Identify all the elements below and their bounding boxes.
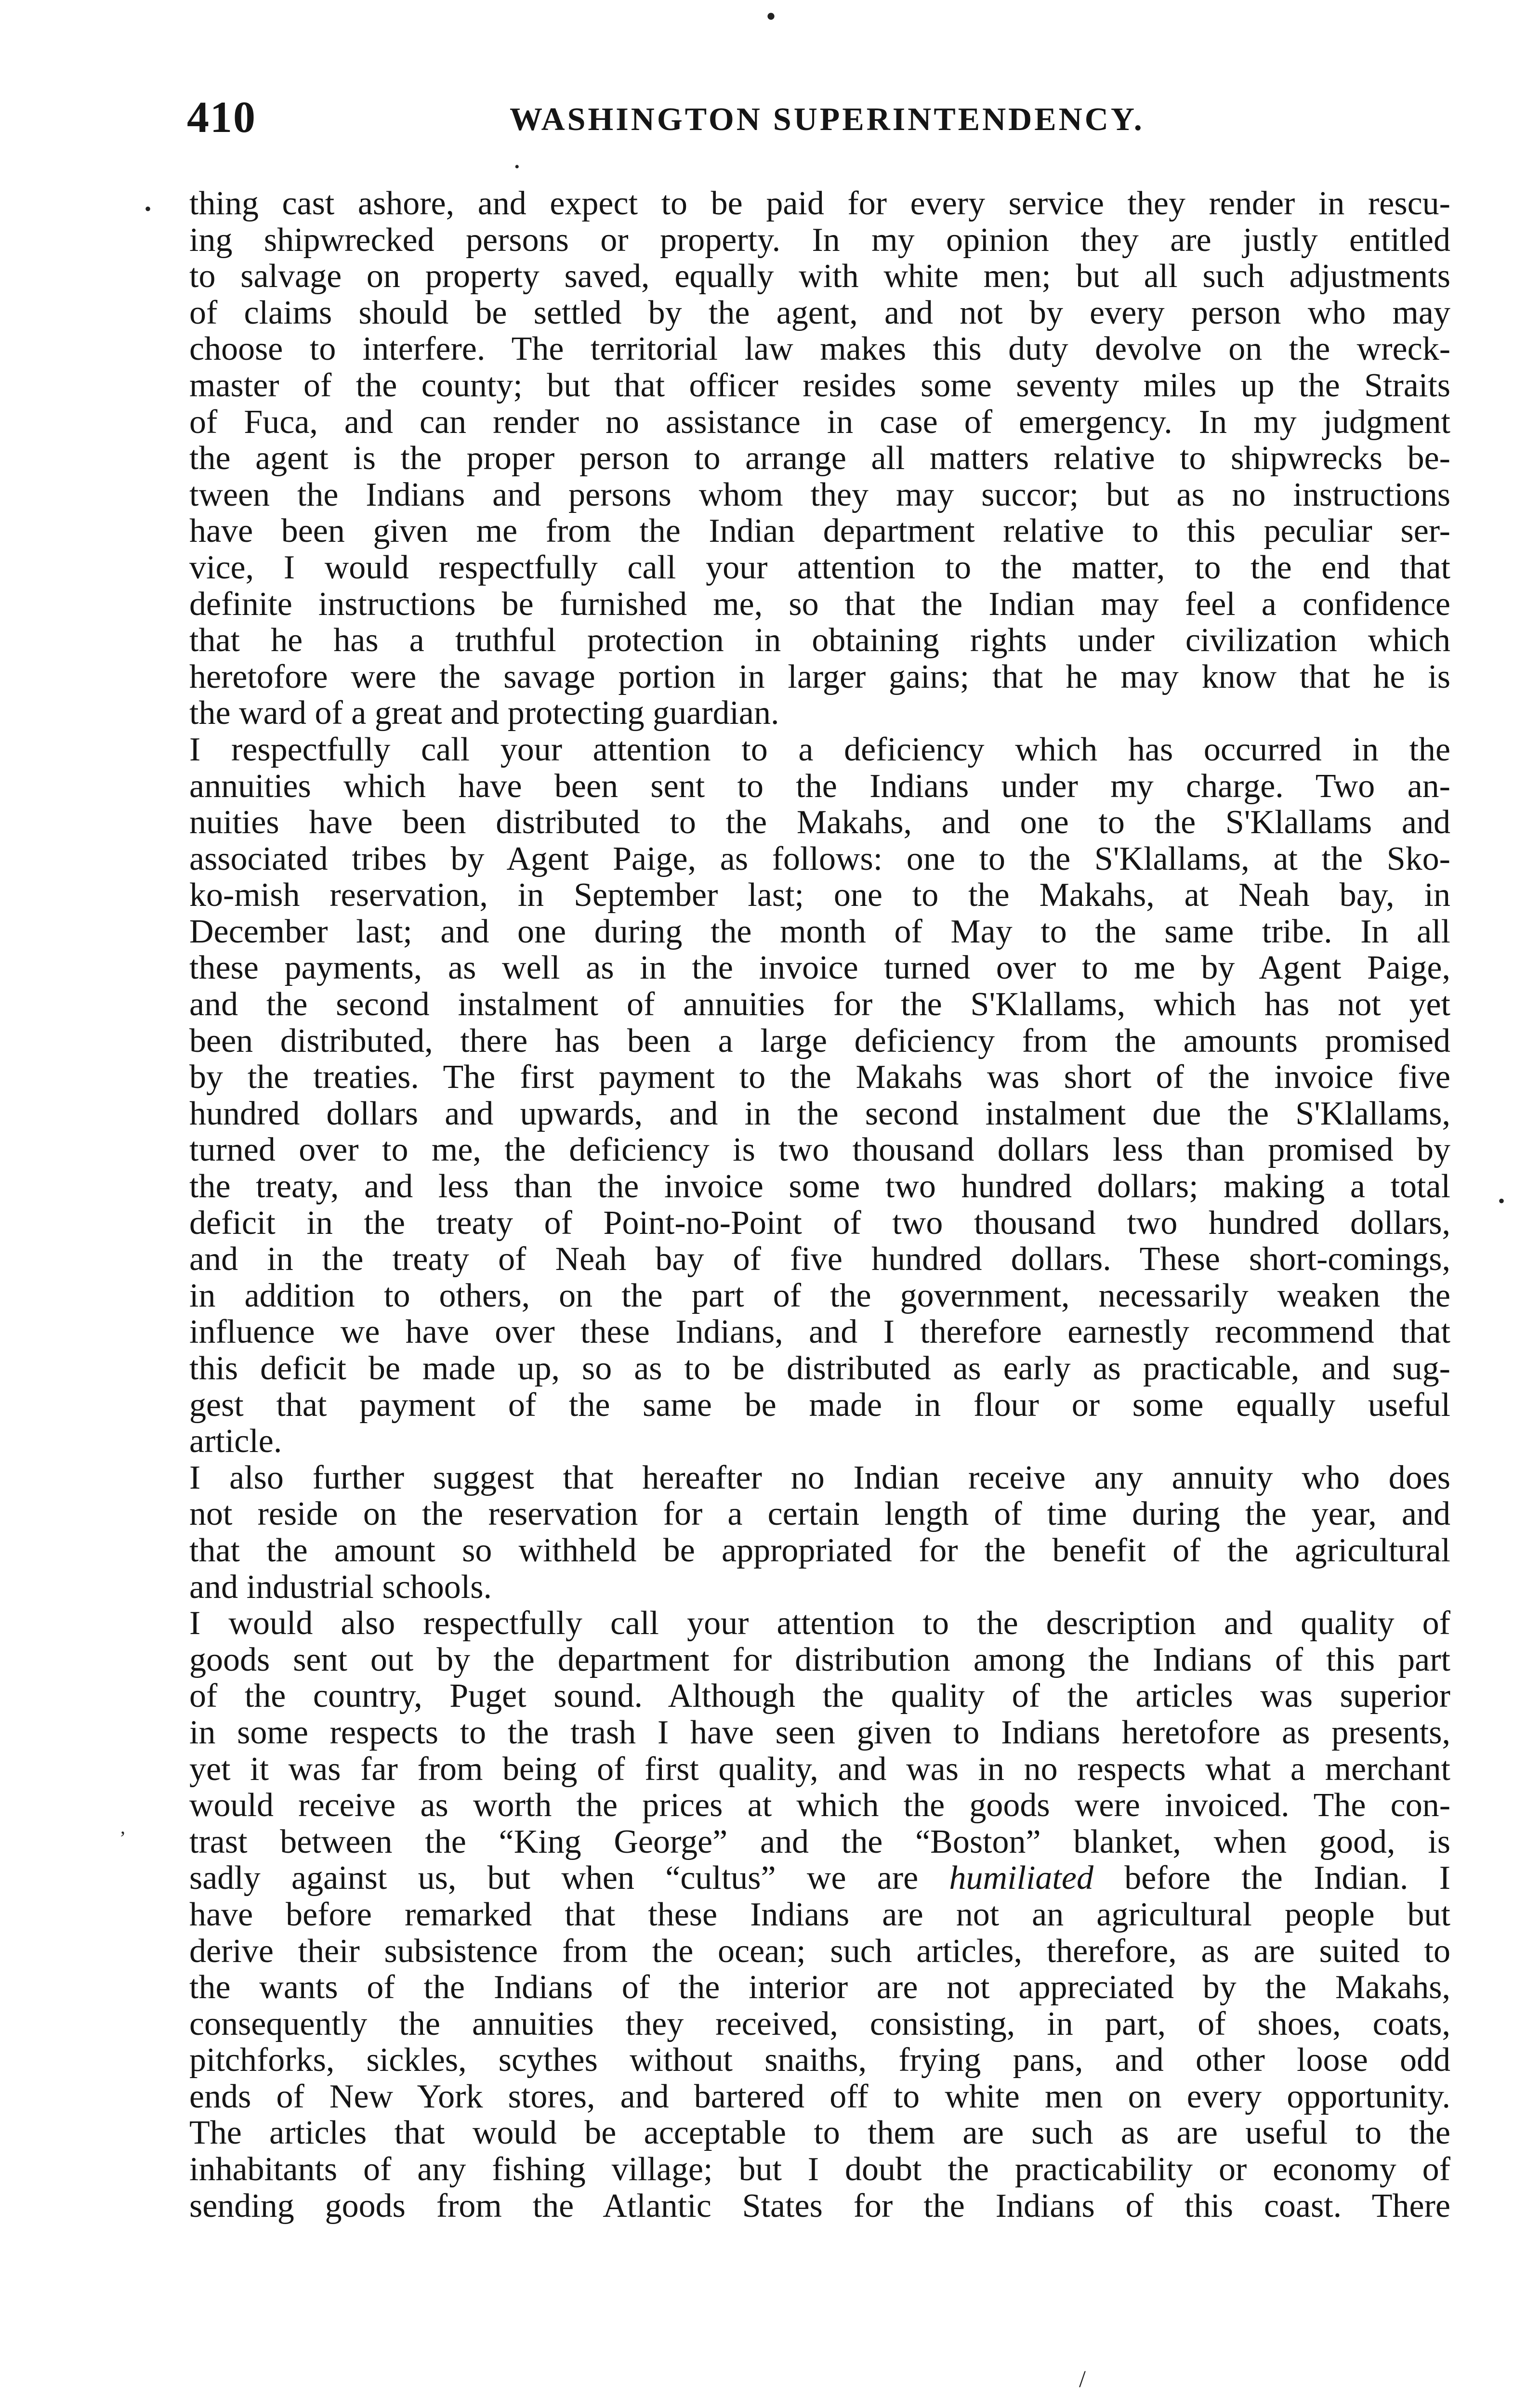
text-line: by the treaties. The first payment to the Makahs was short of the invoice five xyxy=(189,1059,1450,1096)
text-line: inhabitants of any fishing village; but I doubt the practicability or economy of xyxy=(189,2151,1450,2188)
text-line: the wants of the Indians of the interior are not appreciated by the Makahs, xyxy=(189,1969,1450,2006)
print-speck: / xyxy=(1079,2365,1086,2392)
text-line: vice, I would respectfully call your attention to the matter, to the end that xyxy=(189,549,1450,586)
text-line: derive their subsistence from the ocean; such articles, therefore, as are suited to xyxy=(189,1933,1450,1970)
text-line: to salvage on property saved, equally with white men; but all such adjustments xyxy=(189,258,1450,295)
text-line: ends of New York stores, and bartered off to white men on every opportunity. xyxy=(189,2078,1450,2115)
body-text xyxy=(189,185,1450,2224)
text-line: consequently the annuities they received, consisting, in part, of shoes, coats, xyxy=(189,2005,1450,2042)
paragraph-3 xyxy=(189,1460,1450,1605)
text-line: in addition to others, on the part of the government, necessarily weaken the xyxy=(189,1277,1450,1314)
text-line: gest that payment of the same be made in flour or some equally useful xyxy=(189,1387,1450,1424)
text-line: not reside on the reservation for a certain length of time during the year, and xyxy=(189,1496,1450,1532)
text-line: annuities which have been sent to the Indians under my charge. Two an- xyxy=(189,768,1450,805)
text-line: this deficit be made up, so as to be distributed as early as practicable, and sug- xyxy=(189,1350,1450,1387)
text-line: sending goods from the Atlantic States for the Indians of this coast. There xyxy=(189,2187,1450,2225)
text-line: influence we have over these Indians, and I therefore earnestly recommend that xyxy=(189,1314,1450,1350)
paragraph-2 xyxy=(189,732,1450,1460)
running-head xyxy=(187,92,1449,164)
text-line: I would also respectfully call your attention to the description and quality of xyxy=(189,1605,1450,1642)
text-line: the agent is the proper person to arrange all matters relative to shipwrecks be- xyxy=(189,440,1450,477)
print-speck: • xyxy=(766,0,777,32)
text-line: article. xyxy=(189,1423,282,1460)
text-line: choose to interfere. The territorial law makes this duty devolve on the wreck- xyxy=(189,331,1450,367)
text-line: that he has a truthful protection in obtaining rights under civilization which xyxy=(189,622,1450,659)
text-line: associated tribes by Agent Paige, as follows: one to the S'Klallams, at the Sko- xyxy=(189,840,1450,877)
text-line: of Fuca, and can render no assistance in case of emergency. In my judgment xyxy=(189,404,1450,441)
text-line: the ward of a great and protecting guardian. xyxy=(189,695,779,732)
text-line: and the second instalment of annuities for the S'Klallams, which has not yet xyxy=(189,986,1450,1023)
text-line: these payments, as well as in the invoice turned over to me by Agent Paige, xyxy=(189,950,1450,987)
text-line: turned over to me, the deficiency is two thousand dollars less than promised by xyxy=(189,1132,1450,1169)
text-line: and industrial schools. xyxy=(189,1569,492,1606)
text-line: ko-mish reservation, in September last; one to the Makahs, at Neah bay, in xyxy=(189,877,1450,914)
text-line: definite instructions be furnished me, so that the Indian may feel a confidence xyxy=(189,586,1450,623)
text-line: heretofore were the savage portion in larger gains; that he may know that he is xyxy=(189,658,1450,695)
text-line: been distributed, there has been a large deficiency from the amounts promised xyxy=(189,1022,1450,1060)
print-speck: • xyxy=(514,159,520,175)
text-line: master of the county; but that officer resides some seventy miles up the Straits xyxy=(189,367,1450,404)
text-line: trast between the “King George” and the “Boston” blanket, when good, is xyxy=(189,1823,1450,1860)
text-fragment: before the Indian. I xyxy=(1093,1860,1450,1897)
text-line: of claims should be settled by the agent, and not by every person who may xyxy=(189,294,1450,331)
text-line: thing cast ashore, and expect to be paid for every service they render in rescu- xyxy=(189,185,1450,222)
running-title: WASHINGTON SUPERINTENDENCY. xyxy=(510,101,1145,137)
text-line: tween the Indians and persons whom they may succor; but as no instructions xyxy=(189,476,1450,513)
text-line: have been given me from the Indian department relative to this peculiar ser- xyxy=(189,513,1450,550)
text-line: I also further suggest that hereafter no Indian receive any annuity who does xyxy=(189,1459,1450,1496)
text-line: ing shipwrecked persons or property. In my opinion they are justly entitled xyxy=(189,222,1450,259)
text-line: pitchforks, sickles, scythes without snaiths, frying pans, and other loose odd xyxy=(189,2042,1450,2079)
text-line: yet it was far from being of first quality, and was in no respects what a merchant xyxy=(189,1751,1450,1788)
text-line: have before remarked that these Indians are not an agricultural people but xyxy=(189,1896,1450,1933)
italic-word: humiliated xyxy=(949,1860,1093,1897)
text-line: would receive as worth the prices at which the goods were invoiced. The con- xyxy=(189,1787,1450,1824)
page-number: 410 xyxy=(187,92,256,142)
text-line: The articles that would be acceptable to them are such as are useful to the xyxy=(189,2115,1450,2152)
text-line: I respectfully call your attention to a deficiency which has occurred in the xyxy=(189,731,1450,768)
text-line: hundred dollars and upwards, and in the second instalment due the S'Klallams, xyxy=(189,1095,1450,1132)
text-line: December last; and one during the month of May to the same tribe. In all xyxy=(189,913,1450,950)
text-line: goods sent out by the department for distribution among the Indians of this part xyxy=(189,1641,1450,1678)
print-speck: • xyxy=(145,198,152,220)
text-line: deficit in the treaty of Point-no-Point of two thousand two hundred dollars, xyxy=(189,1204,1450,1242)
text-line: of the country, Puget sound. Although the quality of the articles was superior xyxy=(189,1678,1450,1714)
paragraph-1 xyxy=(189,185,1450,732)
text-line: that the amount so withheld be appropriated for the benefit of the agricultural xyxy=(189,1532,1450,1569)
text-fragment: sadly against us, but when “cultus” we are xyxy=(189,1860,949,1897)
text-line-with-italic xyxy=(189,1860,1450,1897)
text-line: nuities have been distributed to the Makahs, and one to the S'Klallams and xyxy=(189,804,1450,841)
paragraph-4 xyxy=(189,1605,1450,2224)
print-speck: , xyxy=(120,1816,125,1838)
text-line: in some respects to the trash I have seen given to Indians heretofore as presents, xyxy=(189,1714,1450,1751)
text-line: and in the treaty of Neah bay of five hundred dollars. These short-comings, xyxy=(189,1241,1450,1278)
print-speck: • xyxy=(1498,1190,1505,1212)
text-line: the treaty, and less than the invoice some two hundred dollars; making a total xyxy=(189,1168,1450,1205)
